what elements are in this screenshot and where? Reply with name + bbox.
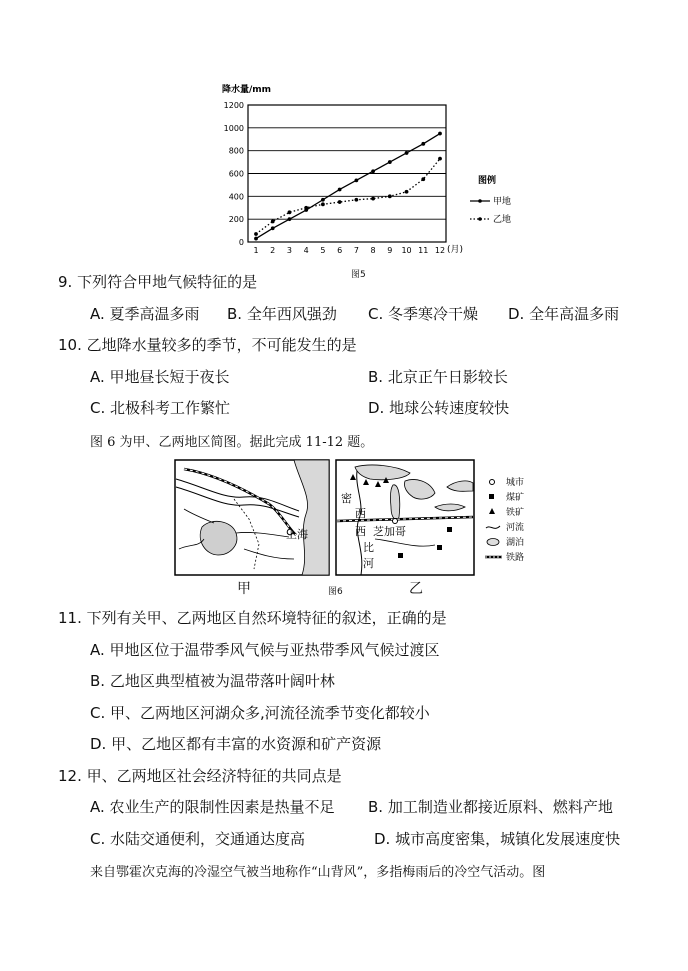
bottom-passage: 来自鄂霍次克海的冷湿空气被当地称作“山背风”，多指梅雨后的冷空气活动。图 xyxy=(90,865,546,880)
figure-6-intro: 图 6 为甲、乙两地区简图。据此完成 11-12 题。 xyxy=(90,435,374,450)
q9-option-c: C. 冬季寒冷干燥 xyxy=(368,305,479,323)
q9-option-d: D. 全年高温多雨 xyxy=(508,305,620,323)
q9-option-b: B. 全年西风强劲 xyxy=(227,305,337,323)
river-label-char: 比 xyxy=(363,541,374,554)
legend-iron-icon xyxy=(489,508,495,514)
series-line-jia xyxy=(256,134,440,239)
legend-lake-icon xyxy=(487,539,499,546)
data-point-jia xyxy=(405,151,409,155)
map-b-label: 乙 xyxy=(409,581,423,597)
y-axis-label: 降水量/mm xyxy=(222,85,272,95)
x-tick-label: 3 xyxy=(286,246,293,255)
city-label-shanghai: 上海 xyxy=(286,528,308,541)
data-point-yi xyxy=(371,197,375,201)
river-label-char: 河 xyxy=(363,557,374,570)
data-point-jia xyxy=(421,142,425,146)
figure-5-caption: 图5 xyxy=(351,270,366,280)
q12-option-c: C. 水陆交通便利，交通通达度高 xyxy=(90,830,306,848)
legend-coal-label: 煤矿 xyxy=(506,493,525,503)
x-tick-label: 5 xyxy=(320,246,326,255)
data-point-yi xyxy=(271,220,275,224)
q12-option-a: A. 农业生产的限制性因素是热量不足 xyxy=(90,798,335,816)
legend-label-jia: 甲地 xyxy=(493,197,512,207)
legend-marker-yi xyxy=(478,217,482,221)
legend-lake-label: 湖泊 xyxy=(506,538,525,548)
legend-iron-label: 铁矿 xyxy=(506,508,525,518)
y-tick-label: 0 xyxy=(238,238,244,247)
city-label-chicago: 芝加哥 xyxy=(373,525,406,538)
data-point-yi xyxy=(254,232,258,236)
coal-marker xyxy=(398,553,403,558)
data-point-jia xyxy=(438,132,442,136)
question-10-stem: 10. 乙地降水量较多的季节，不可能发生的是 xyxy=(58,336,357,354)
question-11-stem: 11. 下列有关甲、乙两地区自然环境特征的叙述，正确的是 xyxy=(58,609,447,627)
question-9-stem: 9. 下列符合甲地气候特征的是 xyxy=(58,273,258,291)
coal-marker xyxy=(447,527,452,532)
data-point-jia xyxy=(254,237,258,241)
q10-option-a: A. 甲地昼长短于夜长 xyxy=(90,368,230,386)
q11-option-c: C. 甲、乙两地区河湖众多,河流径流季节变化都较小 xyxy=(90,704,430,722)
question-12-stem: 12. 甲、乙两地区社会经济特征的共同点是 xyxy=(58,767,342,785)
data-point-jia xyxy=(371,169,375,173)
x-tick-label: 10 xyxy=(401,246,412,255)
map-b-chicago xyxy=(335,459,475,576)
q10-option-d: D. 地球公转速度较快 xyxy=(368,399,510,417)
x-tick-label: 8 xyxy=(370,246,376,255)
river-label-char: 密 xyxy=(341,492,352,505)
q11-option-d: D. 甲、乙地区都有丰富的水资源和矿产资源 xyxy=(90,735,382,753)
q10-option-c: C. 北极科考工作繁忙 xyxy=(90,399,231,417)
legend-marker-jia xyxy=(478,199,482,203)
data-point-jia xyxy=(388,160,392,164)
data-point-jia xyxy=(338,188,342,192)
q12-option-b: B. 加工制造业都接近原料、燃料产地 xyxy=(368,798,613,816)
y-tick-label: 600 xyxy=(228,169,244,179)
legend-coal-icon xyxy=(489,494,494,499)
figure-5-chart xyxy=(215,80,515,258)
data-point-jia xyxy=(271,226,275,230)
data-point-jia xyxy=(288,217,292,221)
x-tick-label: 6 xyxy=(337,246,343,255)
q11-option-a: A. 甲地区位于温带季风气候与亚热带季风气候过渡区 xyxy=(90,641,440,659)
city-marker-chicago xyxy=(393,519,398,524)
x-axis-unit-label: (月) xyxy=(447,245,464,255)
figure-6-caption: 图6 xyxy=(328,587,343,597)
river-label-char: 西 xyxy=(355,525,366,538)
legend-river-label: 河流 xyxy=(506,523,525,533)
x-tick-label: 7 xyxy=(353,246,359,255)
y-tick-label: 200 xyxy=(228,215,244,225)
data-point-yi xyxy=(354,198,358,202)
y-tick-label: 800 xyxy=(228,146,244,156)
legend-city-icon xyxy=(490,480,495,485)
legend-title: 图例 xyxy=(478,176,497,186)
data-point-jia xyxy=(321,198,325,202)
data-point-jia xyxy=(354,178,358,182)
data-point-yi xyxy=(288,210,292,214)
coal-marker xyxy=(437,545,442,550)
legend-label-yi: 乙地 xyxy=(493,215,512,225)
y-tick-label: 400 xyxy=(228,192,244,202)
q12-option-d: D. 城市高度密集，城镇化发展速度快 xyxy=(374,830,621,848)
map-a-shanghai xyxy=(174,459,330,576)
data-point-yi xyxy=(421,177,425,181)
data-point-yi xyxy=(304,206,308,210)
q11-option-b: B. 乙地区典型植被为温带落叶阔叶林 xyxy=(90,672,335,690)
legend-river-icon xyxy=(486,526,500,528)
river-label-char: 西 xyxy=(355,507,366,520)
data-point-yi xyxy=(438,157,442,161)
data-point-yi xyxy=(405,190,409,194)
y-tick-label: 1200 xyxy=(223,101,244,110)
q10-option-b: B. 北京正午日影较长 xyxy=(368,368,508,386)
chart-legend xyxy=(470,174,511,225)
x-tick-label: 1 xyxy=(253,246,259,255)
legend-railway-label: 铁路 xyxy=(506,553,525,563)
x-tick-label: 4 xyxy=(303,246,309,255)
data-point-yi xyxy=(338,200,342,204)
x-tick-label: 9 xyxy=(387,246,393,255)
map-a-label: 甲 xyxy=(237,581,251,597)
q9-option-a: A. 夏季高温多雨 xyxy=(90,305,200,323)
data-point-yi xyxy=(321,202,325,206)
legend-city-label: 城市 xyxy=(506,478,525,488)
figure-6-legend xyxy=(484,476,544,568)
x-tick-label: 12 xyxy=(434,246,446,255)
x-tick-label: 11 xyxy=(418,246,429,255)
data-point-yi xyxy=(388,194,392,198)
y-tick-label: 1000 xyxy=(223,123,244,133)
x-tick-label: 2 xyxy=(270,246,276,255)
